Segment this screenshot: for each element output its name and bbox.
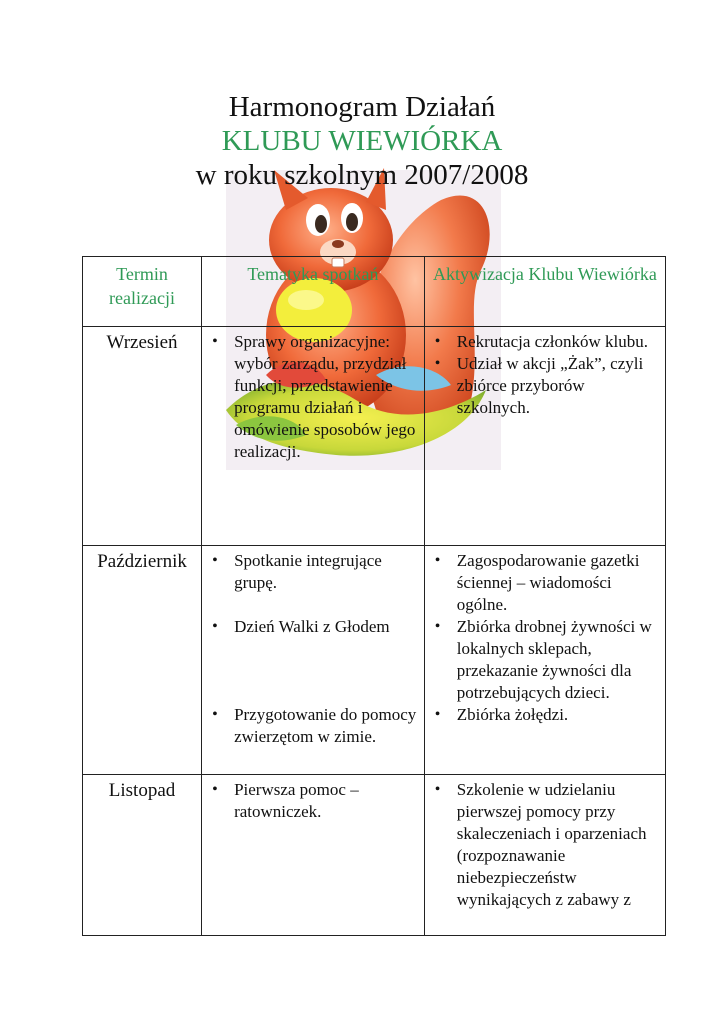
- activities-cell: [424, 775, 665, 936]
- list-item: • Zbiórka drobnej żywności w lokalnych sklepach, przekazanie żywności dla potrzebujących dzieci.: [431, 616, 659, 704]
- table-row: [83, 546, 666, 775]
- topics-cell: [202, 327, 425, 546]
- list-item: • Rekrutacja członków klubu.: [431, 331, 659, 353]
- schedule-table: [82, 256, 666, 936]
- title-block: [0, 90, 724, 192]
- topics-cell: [202, 546, 425, 775]
- list-item: • Zagospodarowanie gazetki ściennej – wiadomości ogólne.: [431, 550, 659, 616]
- list-item: • Przygotowanie do pomocy zwierzętom w zimie.: [208, 704, 418, 748]
- club-name: KLUBU WIEWIÓRKA: [221, 125, 503, 157]
- term-cell: Wrzesień: [83, 327, 202, 546]
- list-item: • Udział w akcji „Żak”, czyli zbiórce przyborów szkolnych.: [431, 353, 659, 419]
- list-item: • Sprawy organizacyjne: wybór zarządu, przydział funkcji, przedstawienie programu działań i omówienie sposobów jego realizacji.: [208, 331, 418, 463]
- table-header-row: [83, 257, 666, 327]
- header-topic: Tematyka spotkań: [202, 257, 425, 327]
- school-year: w roku szkolnym 2007/2008: [195, 159, 529, 191]
- table-row: [83, 327, 666, 546]
- term-cell: Listopad: [83, 775, 202, 936]
- table-row: [83, 775, 666, 936]
- list-item: • Zbiórka żołędzi.: [431, 704, 659, 726]
- list-item: • Dzień Walki z Głodem: [208, 616, 418, 638]
- activities-cell: [424, 546, 665, 775]
- header-term: Termin realizacji: [83, 257, 202, 327]
- list-item: • Pierwsza pomoc – ratowniczek.: [208, 779, 418, 823]
- list-item: • Spotkanie integrujące grupę.: [208, 550, 418, 594]
- topics-cell: [202, 775, 425, 936]
- list-item: • Szkolenie w udzielaniu pierwszej pomocy przy skaleczeniach i oparzeniach (rozpoznawanie niebezpieczeństw wynikających z zabawy z: [431, 779, 659, 911]
- activities-cell: [424, 327, 665, 546]
- term-cell: Październik: [83, 546, 202, 775]
- header-activity: Aktywizacja Klubu Wiewiórka: [424, 257, 665, 327]
- page-title: Harmonogram Działań: [228, 91, 496, 123]
